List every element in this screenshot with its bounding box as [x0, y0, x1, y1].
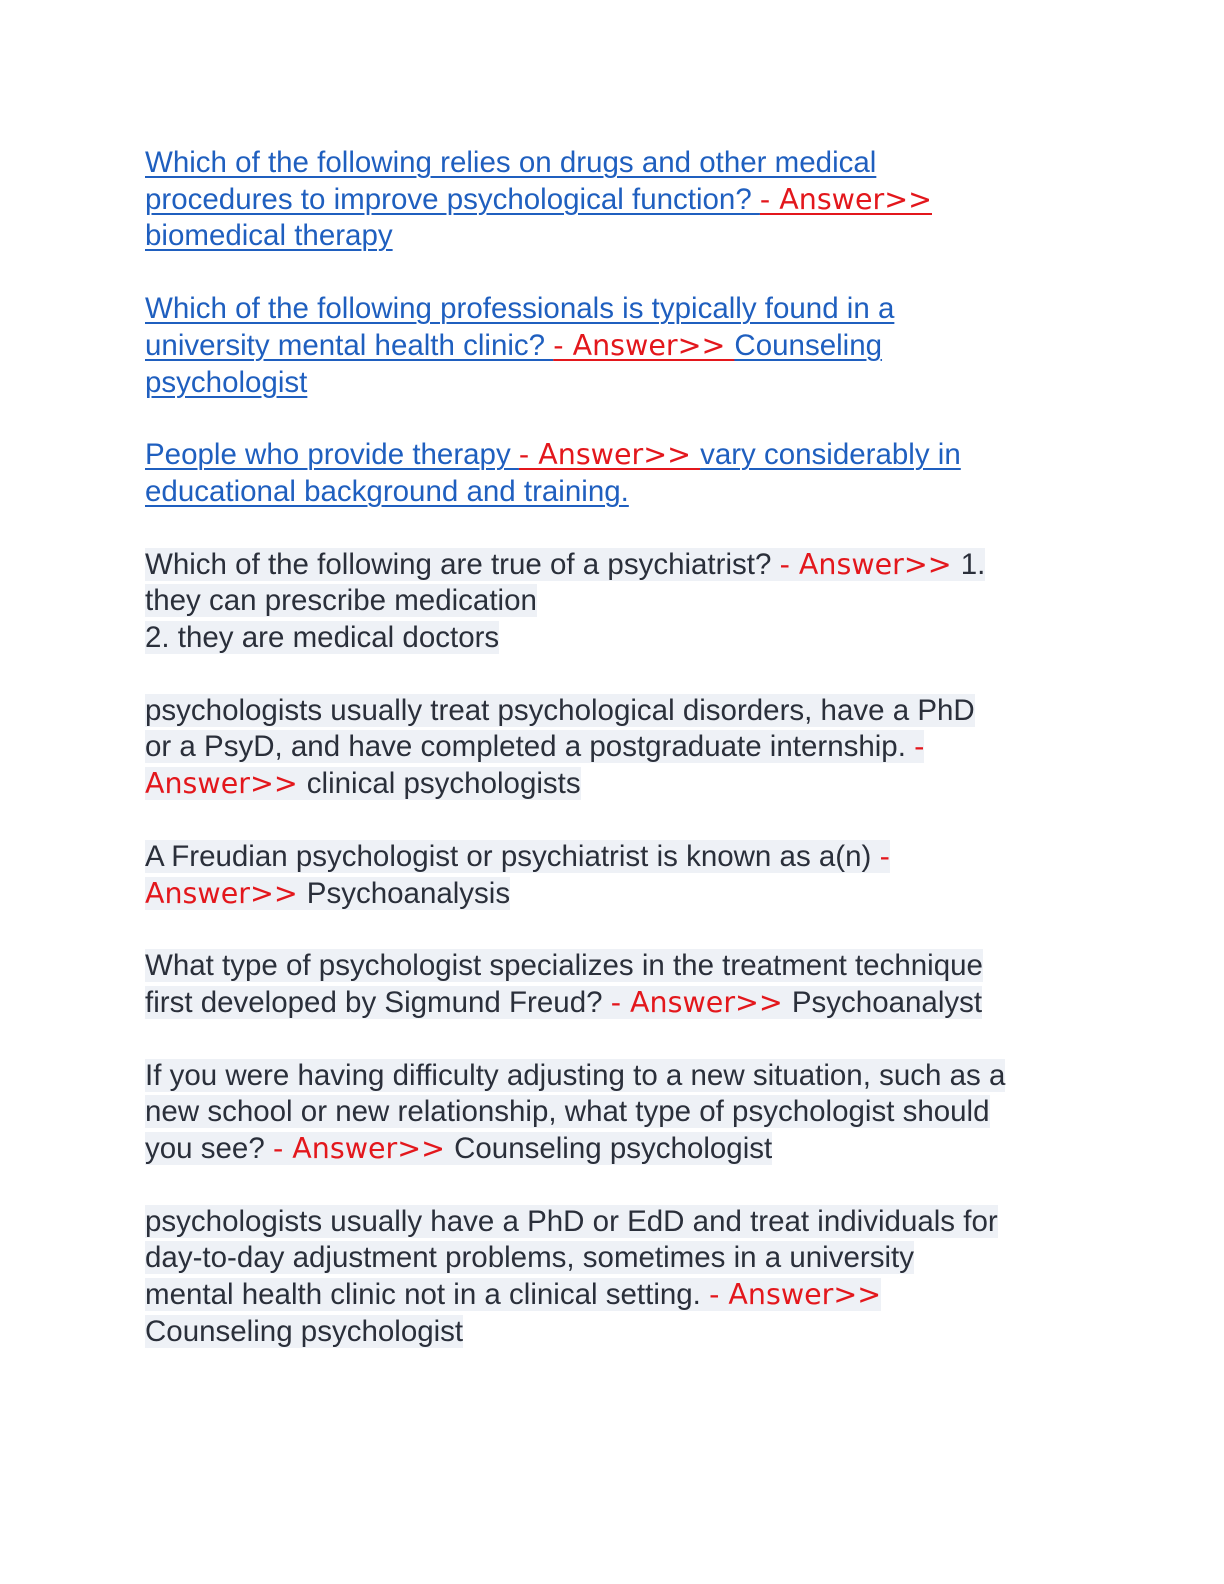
qa-text: or a PsyD, and have completed a postgraduate internship.: [145, 730, 915, 764]
qa-text[interactable]: People who provide therapy: [145, 438, 519, 472]
qa-text: first developed by Sigmund Freud?: [145, 985, 611, 1019]
qa-line: [145, 985, 1075, 1022]
qa-text[interactable]: vary considerably in: [700, 438, 961, 472]
answer-marker[interactable]: - Answer>>: [759, 182, 932, 216]
answer-marker: -: [879, 839, 890, 873]
qa-line[interactable]: [145, 218, 1075, 255]
qa-line: [145, 1204, 1075, 1241]
qa-line: [145, 948, 1075, 985]
answer-marker: Answer>>: [145, 876, 307, 910]
qa-line: [145, 1131, 1075, 1168]
answer-marker[interactable]: - Answer>>: [553, 328, 735, 362]
answer-marker: - Answer>>: [779, 547, 961, 581]
qa-line: [145, 547, 1075, 584]
qa-text: new school or new relationship, what type of psychologist should: [145, 1095, 990, 1129]
qa-item: [145, 145, 1075, 255]
qa-line: [145, 876, 1075, 913]
qa-item: [145, 948, 1075, 1021]
qa-line: [145, 766, 1075, 803]
qa-item: [145, 1204, 1075, 1351]
qa-text: Which of the following are true of a psychiatrist?: [145, 547, 780, 581]
answer-marker: -: [914, 730, 925, 764]
qa-item: [145, 547, 1075, 657]
qa-text: If you were having difficulty adjusting to a new situation, such as a: [145, 1058, 1006, 1092]
qa-text: Counseling psychologist: [454, 1132, 773, 1166]
qa-line: [145, 583, 1075, 620]
qa-text: 1.: [960, 547, 986, 581]
answer-marker[interactable]: - Answer>>: [518, 438, 701, 472]
qa-line: [145, 729, 1075, 766]
answer-marker: - Answer>>: [610, 985, 792, 1019]
qa-line: [145, 1277, 1075, 1314]
document-page: [145, 145, 1075, 1387]
qa-item: [145, 291, 1075, 401]
qa-text: day-to-day adjustment problems, sometimes in a university: [145, 1241, 914, 1275]
qa-text[interactable]: Which of the following professionals is typically found in a: [145, 292, 895, 326]
qa-text: What type of psychologist specializes in the treatment technique: [145, 949, 983, 983]
qa-text: clinical psychologists: [306, 767, 581, 801]
qa-line: [145, 693, 1075, 730]
qa-text: A Freudian psychologist or psychiatrist is known as a(n): [145, 839, 880, 873]
qa-text: mental health clinic not in a clinical setting.: [145, 1278, 710, 1312]
qa-line: [145, 1058, 1075, 1095]
qa-text[interactable]: biomedical therapy: [145, 219, 393, 253]
qa-text[interactable]: Which of the following relies on drugs and other medical: [145, 146, 877, 179]
qa-text: Counseling psychologist: [145, 1314, 464, 1348]
qa-line: [145, 839, 1075, 876]
qa-text[interactable]: university mental health clinic?: [145, 328, 554, 362]
qa-text: you see?: [145, 1132, 273, 1166]
qa-text: Psychoanalyst: [791, 985, 983, 1019]
qa-text[interactable]: procedures to improve psychological function?: [145, 182, 760, 216]
qa-item: [145, 839, 1075, 912]
qa-line[interactable]: [145, 182, 1075, 219]
qa-line[interactable]: [145, 365, 1075, 402]
answer-marker: - Answer>>: [709, 1278, 882, 1312]
qa-line[interactable]: [145, 145, 1075, 182]
qa-line: [145, 1240, 1075, 1277]
qa-item: [145, 437, 1075, 510]
qa-text[interactable]: educational background and training.: [145, 474, 629, 508]
qa-item: [145, 1058, 1075, 1168]
qa-line: [145, 1094, 1075, 1131]
qa-text: Psychoanalysis: [306, 876, 511, 910]
qa-line[interactable]: [145, 474, 1075, 511]
qa-text: psychologists usually have a PhD or EdD and treat individuals for: [145, 1204, 998, 1238]
qa-text[interactable]: psychologist: [145, 365, 308, 399]
answer-marker: Answer>>: [145, 767, 307, 801]
qa-item: [145, 693, 1075, 803]
qa-text: 2. they are medical doctors: [145, 621, 500, 655]
qa-text[interactable]: Counseling: [734, 328, 883, 362]
qa-line: [145, 1314, 1075, 1351]
qa-line[interactable]: [145, 437, 1075, 474]
qa-text: psychologists usually treat psychological disorders, have a PhD: [145, 693, 975, 727]
answer-marker: - Answer>>: [272, 1132, 455, 1166]
qa-line[interactable]: [145, 328, 1075, 365]
qa-text: they can prescribe medication: [145, 584, 537, 618]
qa-line[interactable]: [145, 291, 1075, 328]
qa-line: [145, 620, 1075, 657]
